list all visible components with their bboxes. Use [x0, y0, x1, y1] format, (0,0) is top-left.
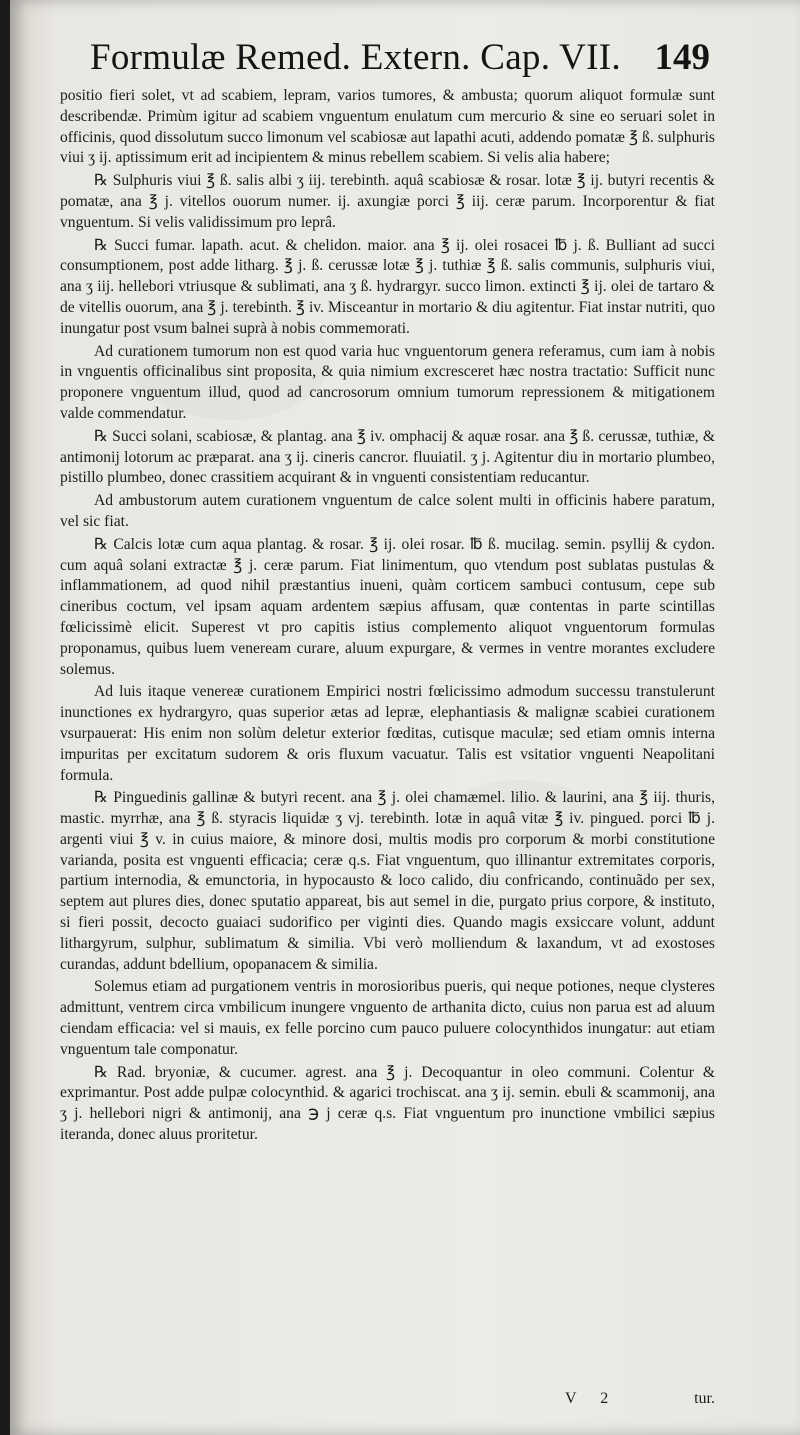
- running-title: Formulæ Remed. Extern. Cap. VII.: [90, 37, 621, 78]
- paragraph: Ad luis itaque venereæ curationem Empirici nostri fœlicissimo admodum successu transtulerunt inunctiones ex hydrargyro, quas superior ætas ad lepræ, elephantiasis & malignæ scabiei curationem vsurpauerat: His enim non solùm deletur exterior fœditas, cutisque maculæ; sed etiam omnis interna impuritas per excitatum sudorem & oris fluxum vacuatur. Talis est vsitatior vnguenti Neapolitani formula.: [60, 683, 715, 784]
- recipe-paragraph: ℞ Pinguedinis gallinæ & butyri recent. ana ℥ j. olei chamæmel. lilio. & laurini, ana ℥ iij. thuris, mastic. myrrhæ, ana ℥ ß. styracis liquidæ ʒ vj. terebinth. lotæ in aquâ vitæ ℥ iv. pingued. porci ℔ j. argenti viui ℥ v. in cuius maiore, & minore dosi, multis modis pro corporum & morbi constitutione varianda, posita est vnguenti efficacia; ceræ q.s. Fiat vnguentum, quo illinantur extremitates corporis, partium internodia, & emunctoria, in hypocausto & loco calido, diu confricando, continuãdo per sex, septem aut plures dies, donec sputatio appareat, bis aut semel in die, purgato prius corpore, & instituto, si fieri possit, decocto guaiaci sudorifico per viginti dies. Quando magis exsiccare volunt, addunt lithargyrum, sulphur, sublimatum & similia. Vbi verò molliendum & laxandum, vt ad exostoses curandas, addunt bdellium, opopanacem & similia.: [60, 789, 715, 973]
- recipe-paragraph: ℞ Succi solani, scabiosæ, & plantag. ana ℥ iv. omphacij & aquæ rosar. ana ℥ ß. cerussæ, tuthiæ, & antimonij lotorum ac præparat. ana ʒ ij. cineris cancror. fluuiatil. ʒ j. Agitentur diu in mortario plumbeo, pistillo plumbeo, donec crassitiem acquirant & in vnguenti consistentiam reducantur.: [60, 427, 715, 487]
- text-body: [60, 86, 715, 1386]
- page-footer: [60, 1390, 715, 1414]
- paragraph: Ad ambustorum autem curationem vnguentum de calce solent multi in officinis habere paratum, vel sic fiat.: [60, 492, 715, 530]
- recipe-paragraph: ℞ Rad. bryoniæ, & cucumer. agrest. ana ℥ j. Decoquantur in oleo communi. Colentur & exprimantur. Post adde pulpæ colocynthid. & agarici trochiscat. ana ʒ ij. semin. ebuli & scammonij, ana ʒ j. hellebori nigri & antimonij, ana ℈ j ceræ q.s. Fiat vnguentum pro inunctione vmbilici sæpius iteranda, donec aluus proritetur.: [60, 1063, 715, 1144]
- page-number: 149: [654, 37, 710, 78]
- catchword: tur.: [694, 1390, 715, 1407]
- page-header: [90, 36, 710, 86]
- book-page: [10, 0, 800, 1435]
- recipe-paragraph: ℞ Calcis lotæ cum aqua plantag. & rosar. ℥ ij. olei rosar. ℔ ß. mucilag. semin. psyllij & cydon. cum aquâ solani extractæ ℥ j. ceræ parum. Fiat linimentum, quo vtendum post sublatas pustulas & inflammationem, ad quod nihil præstantius inueni, quàm corticem sambuci contusum, cepe sub cineribus coctum, vel ipsam aquam ardentem sæpius affusam, quæ contentas in parte scintillas fœlicissimè elicit. Superest vt pro capitis istius complemento aliquot vnguentorum formulas proponamus, quibus luem veneream curare, aluum expurgare, & vermes in ventre morantes excludere solemus.: [60, 535, 715, 678]
- paragraph: positio fieri solet, vt ad scabiem, lepram, varios tumores, & ambusta; quorum aliquot formulæ sunt describendæ. Primùm igitur ad scabiem vnguentum enulatum cum mercurio & sine eo seruari solet in officinis, quod dissolutum succo limonum vel scabiosæ aut lapathi acuti, addendo pomatæ ℥ ß. sulphuris viui ʒ ij. aptissimum erit ad incipientem & minus rebellem scabiem. Si velis alia habere;: [60, 87, 715, 167]
- recipe-paragraph: ℞ Succi fumar. lapath. acut. & chelidon. maior. ana ℥ ij. olei rosacei ℔ j. ß. Bulliant ad succi consumptionem, post adde litharg. ℥ j. ß. cerussæ lotæ ℥ j. tuthiæ ℥ ß. salis communis, sulphuris viui, ana ʒ iij. hellebori vtriusque & sublimati, ana ʒ ß. hydrargyr. succo limon. extincti ℥ ij. olei de tartaro & de vitellis ouorum, ana ℥ j. terebinth. ℥ iv. Misceantur in mortario & diu agitentur. Fiat instar nutriti, quo inungatur post vsum balnei suprà à nobis commemorati.: [60, 236, 715, 337]
- signature-mark: V 2: [565, 1390, 619, 1407]
- paragraph: Ad curationem tumorum non est quod varia huc vnguentorum genera referamus, cum iam à nobis in vnguentis officinalibus sint proposita, & quia nimium excresceret hæc nostra tractatio: Sufficit nunc proponere vnguentum illud, quod ad cancrosorum omnium tumorum repressionem & mitigationem valde commendatur.: [60, 342, 715, 422]
- paragraph: Solemus etiam ad purgationem ventris in morosioribus pueris, qui neque potiones, neque clysteres admittunt, ventrem circa vmbilicum inungere vnguento de arthanita dicto, cuius non parua est ad aluum ciendam efficacia: vel si mauis, ex felle porcino cum pauco puluere colocynthidos inungatur: aut etiam vnguentum tale componatur.: [60, 978, 715, 1058]
- recipe-paragraph: ℞ Sulphuris viui ℥ ß. salis albi ʒ iij. terebinth. aquâ scabiosæ & rosar. lotæ ℥ ij. butyri recentis & pomatæ, ana ℥ j. vitellos ouorum numer. ij. axungiæ porci ℥ iij. ceræ parum. Incorporentur & fiat vnguentum. Si velis validissimum pro leprâ.: [60, 172, 715, 231]
